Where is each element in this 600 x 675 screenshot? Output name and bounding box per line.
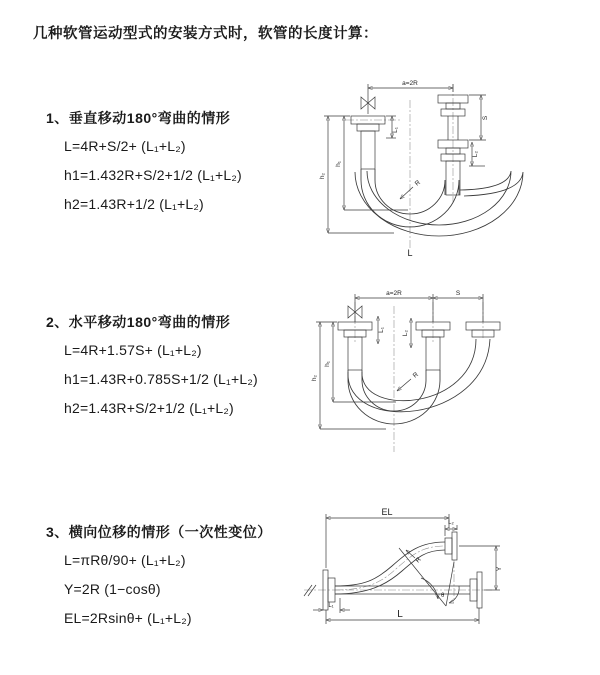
centerline-break-mark <box>304 585 316 596</box>
dim-l2-label: L₂ <box>448 520 454 526</box>
formula-s1-l: L=4R+S/2+ (L₁+L₂) <box>64 138 186 154</box>
dim-h2 <box>319 116 394 233</box>
dim-l2 <box>445 520 457 536</box>
formula-s3-y: Y=2R (1−cosθ) <box>64 581 161 597</box>
hose-u-bends <box>348 339 490 424</box>
formula-s2-h1: h1=1.43R+0.785S+1/2 (L₁+L₂) <box>64 371 258 387</box>
dim-el-label: EL <box>381 507 393 517</box>
dim-l2-label: L₂ <box>472 150 479 158</box>
dim-l1-label: L₁ <box>328 603 334 609</box>
dim-h1 <box>316 322 396 402</box>
section-1-heading: 1、垂直移动180°弯曲的情形 <box>46 110 231 126</box>
dim-l2-label: L₂ <box>402 329 409 337</box>
hose-u-bend <box>355 169 523 236</box>
dim-l <box>326 608 479 624</box>
dim-h2 <box>311 322 386 429</box>
dim-l1 <box>313 598 350 613</box>
dim-y-label: Y <box>496 566 503 572</box>
angle-annotation <box>399 548 459 606</box>
dim-y <box>459 546 503 590</box>
dim-l-label: L <box>397 609 403 620</box>
radius-leader <box>406 550 423 564</box>
fixed-end-flange <box>338 322 372 370</box>
dim-s <box>469 95 489 140</box>
dim-l1 <box>386 116 399 138</box>
dim-a2r <box>368 80 453 114</box>
dim-l1 <box>378 316 385 344</box>
length-label: L <box>407 248 413 258</box>
dim-h1-label: h₁ <box>335 161 342 167</box>
formula-s3-l: L=πRθ/90+ (L₁+L₂) <box>64 552 186 568</box>
angle-theta-label: θ <box>441 593 445 599</box>
formula-s2-l: L=4R+1.57S+ (L₁+L₂) <box>64 342 202 358</box>
section-3-heading: 3、横向位移的情形（一次性变位） <box>46 524 272 540</box>
page-title: 几种软管运动型式的安装方式时，软管的长度计算： <box>33 26 378 42</box>
formula-s3-el: EL=2Rsinθ+ (L₁+L₂) <box>64 610 192 626</box>
dim-h1-label: h₁ <box>324 361 331 367</box>
diagram-horizontal-180-bend <box>300 282 595 462</box>
dim-l1-label: L₁ <box>378 327 385 333</box>
diagram-vertical-180-bend <box>300 72 595 262</box>
formula-s2-h2: h2=1.43R+S/2+1/2 (L₁+L₂) <box>64 400 234 416</box>
diagram-lateral-displacement <box>296 498 594 653</box>
fixed-end-flange <box>351 116 385 169</box>
radius-label: R <box>414 556 423 565</box>
dim-l2 <box>402 318 411 348</box>
dim-h2-label: h₂ <box>319 172 326 180</box>
moving-end-flange-pos1 <box>416 322 450 370</box>
dim-a2r-label: a=2R <box>386 290 402 297</box>
dim-a2r-label: a=2R <box>402 80 418 87</box>
radius-leader <box>397 371 420 391</box>
section-2-heading: 2、水平移动180°弯曲的情形 <box>46 314 231 330</box>
formula-s1-h1: h1=1.432R+S/2+1/2 (L₁+L₂) <box>64 167 242 183</box>
formula-s1-h2: h2=1.43R+1/2 (L₁+L₂) <box>64 196 204 212</box>
dim-h2-label: h₂ <box>311 374 318 382</box>
radius-label: R <box>413 179 422 188</box>
dim-a2r <box>355 290 483 322</box>
dim-l2 <box>469 142 485 166</box>
dim-el <box>326 507 449 568</box>
dim-l1-label: L₁ <box>392 127 399 133</box>
right-flange-displaced <box>445 532 457 560</box>
dim-s-label: S <box>482 115 489 121</box>
radius-leader <box>400 179 422 199</box>
dim-s-label: S <box>455 290 461 297</box>
radius-label: R <box>411 371 420 380</box>
